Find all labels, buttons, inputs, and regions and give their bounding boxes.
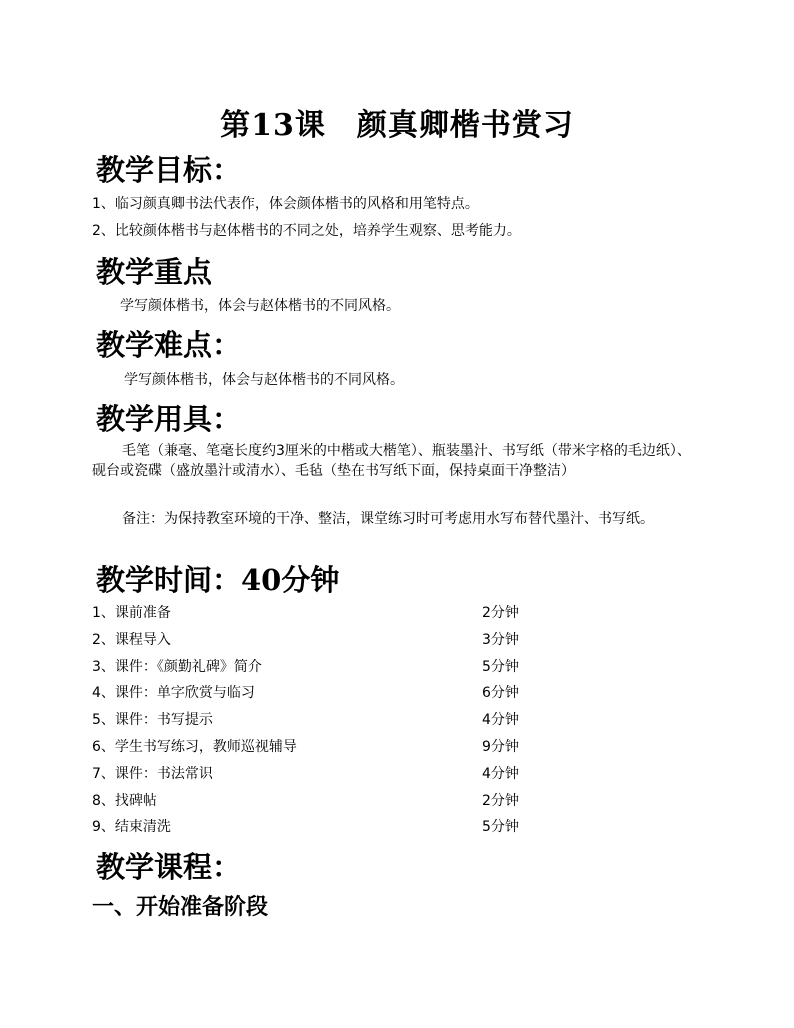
schedule-task: 5、课件：书写提示: [92, 712, 213, 729]
difficulties-heading: 教学难点：: [96, 328, 242, 362]
schedule-task: 6、学生书写练习，教师巡视辅导: [92, 738, 297, 755]
schedule-duration: 5分钟: [482, 819, 519, 836]
schedule-duration: 4分钟: [482, 712, 519, 729]
schedule-row: [92, 817, 612, 844]
schedule-duration: 2分钟: [482, 792, 519, 809]
schedule-task: 4、课件：单字欣赏与临习: [92, 685, 255, 702]
objective-item-1: 1、临习颜真卿书法代表作，体会颜体楷书的风格和用笔特点。: [92, 196, 479, 212]
schedule-row: [92, 764, 612, 791]
key-points-heading: 教学重点: [96, 255, 213, 289]
schedule-row: [92, 683, 612, 710]
objectives-heading: 教学目标：: [96, 153, 242, 187]
schedule-task: 7、课件：书法常识: [92, 765, 213, 782]
schedule-row: [92, 737, 612, 764]
schedule-duration: 2分钟: [482, 605, 519, 621]
schedule-row: [92, 791, 612, 818]
schedule-row: [92, 603, 612, 630]
difficulties-text: 学写颜体楷书，体会与赵体楷书的不同风格。: [124, 372, 404, 388]
schedule-task: 8、找碑帖: [92, 792, 157, 809]
process-heading: 教学课程：: [96, 850, 242, 884]
schedule-task: 1、课前准备: [92, 605, 171, 621]
schedule-duration: 9分钟: [482, 738, 519, 755]
key-points-text: 学写颜体楷书，体会与赵体楷书的不同风格。: [120, 298, 400, 314]
schedule-row: [92, 657, 612, 684]
process-section-1: 一、开始准备阶段: [92, 894, 269, 920]
schedule-task: 9、结束清洗: [92, 819, 171, 836]
schedule-task: 3、课件：《颜勤礼碑》简介: [92, 658, 262, 675]
schedule-row: [92, 710, 612, 737]
schedule-task: 2、课程导入: [92, 631, 171, 648]
schedule-duration: 6分钟: [482, 685, 519, 702]
schedule-list: [92, 603, 612, 844]
objective-item-2: 2、比较颜体楷书与赵体楷书的不同之处，培养学生观察、思考能力。: [92, 223, 521, 239]
schedule-duration: 5分钟: [482, 658, 519, 675]
schedule-duration: 4分钟: [482, 765, 519, 782]
time-heading: 教学时间：40分钟: [96, 563, 340, 597]
lesson-title: 第13课 颜真卿楷书赏习: [220, 108, 574, 143]
schedule-row: [92, 630, 612, 657]
tools-heading: 教学用具：: [96, 402, 242, 436]
tools-note: 备注：为保持教室环境的干净、整洁，课堂练习时可考虑用水写布替代墨汁、书写纸。: [122, 511, 654, 527]
tools-text: 毛笔（兼毫、笔毫长度约3厘米的中楷或大楷笔）、瓶装墨汁、书写纸（带米字格的毛边纸）、砚台或瓷碟（盛放墨汁或清水）、毛毡（垫在书写纸下面，保持桌面干净整洁）: [92, 443, 691, 479]
schedule-duration: 3分钟: [482, 631, 519, 648]
